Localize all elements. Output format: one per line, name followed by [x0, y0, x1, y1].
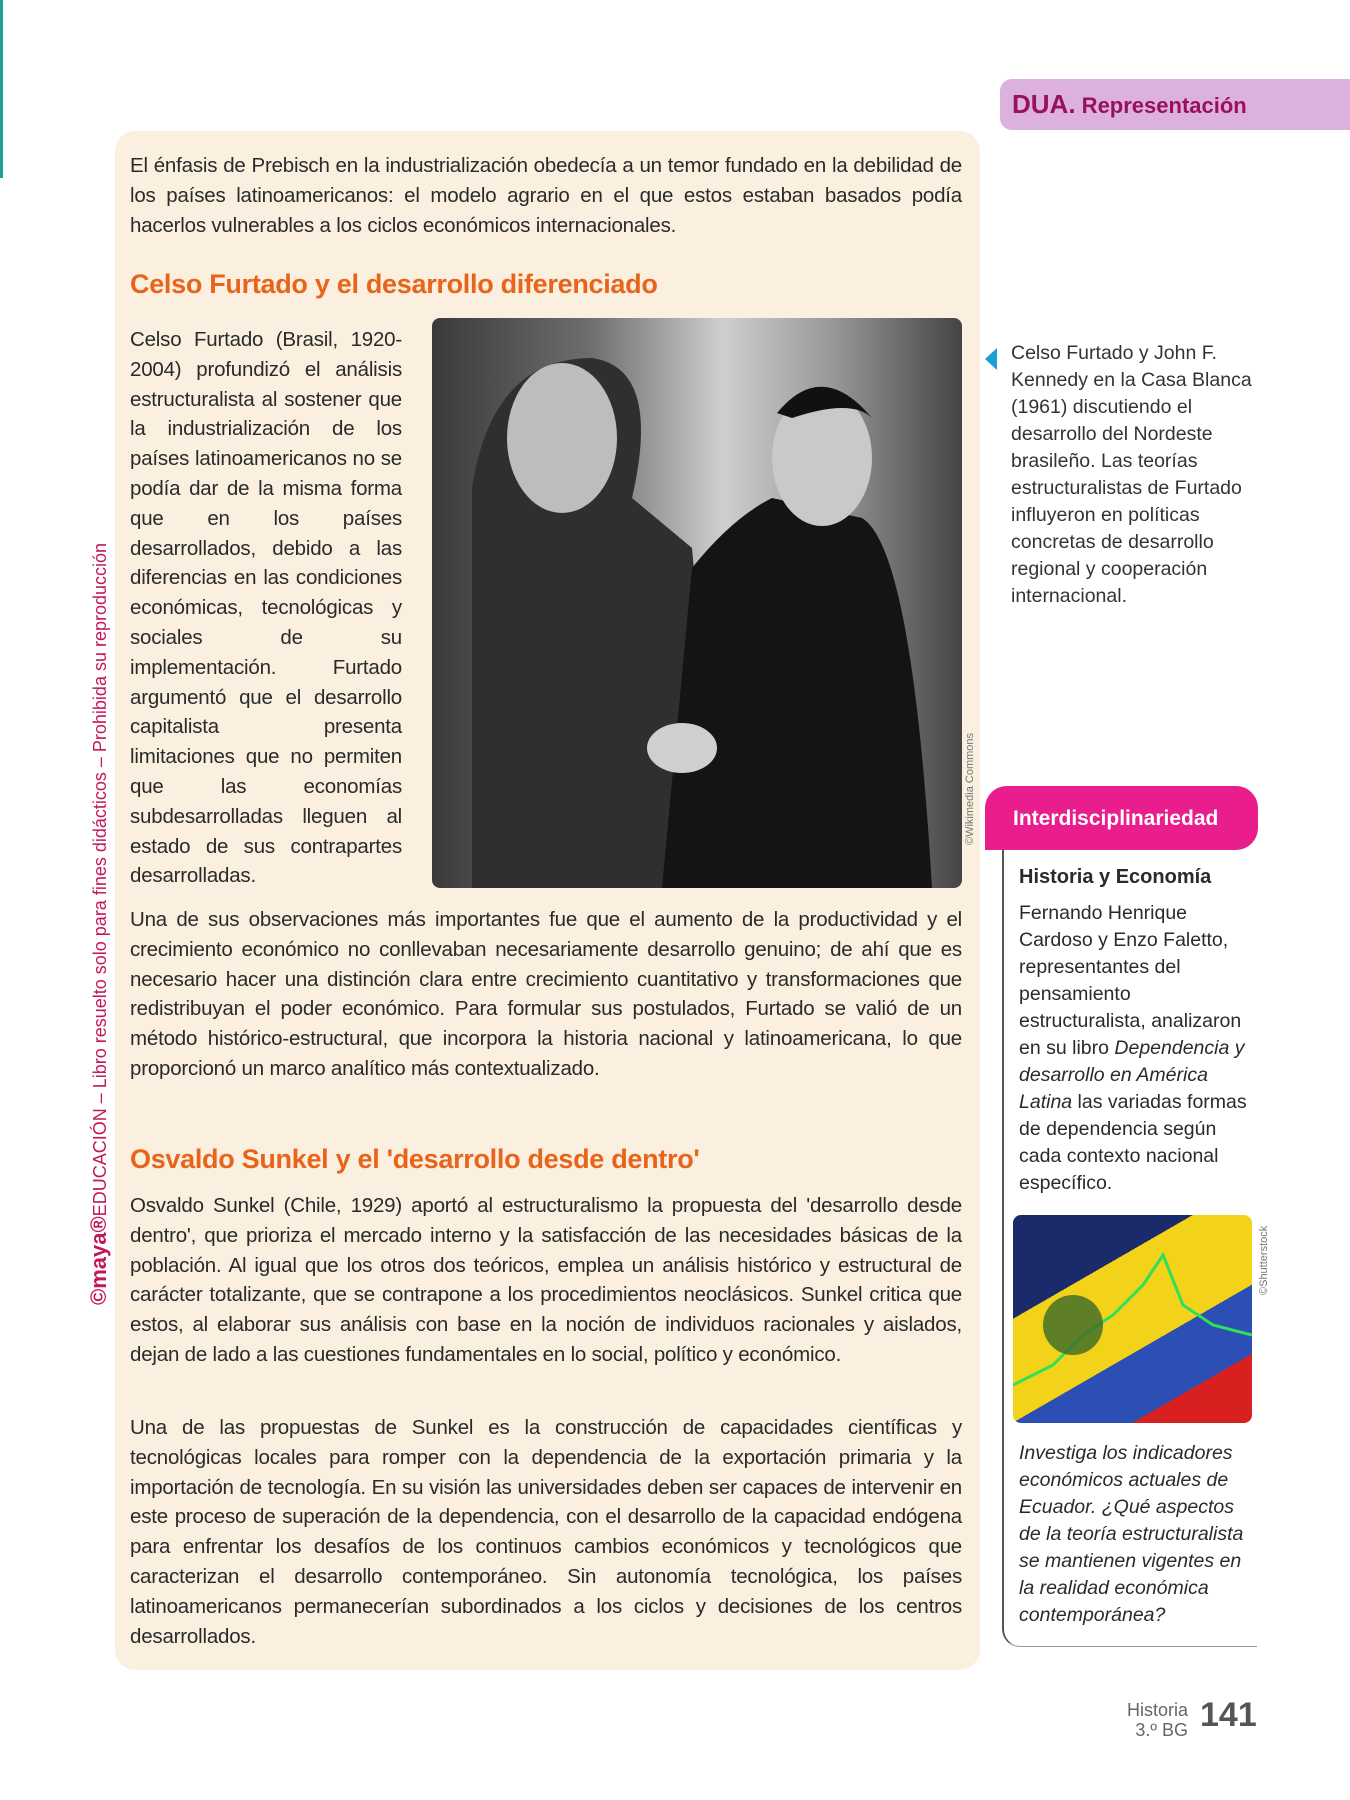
- dua-banner: [1000, 79, 1350, 130]
- page-number: 141: [1200, 1696, 1257, 1734]
- ecuador-economy-image: [1013, 1215, 1252, 1423]
- dua-label: DUA.: [1012, 89, 1076, 119]
- photo-credit: ©Wikimedia Commons: [964, 732, 976, 845]
- stock-chart-graphic: [1013, 1215, 1252, 1423]
- image-credit: ©Shutterstock: [1258, 1225, 1270, 1295]
- photo-figures: [432, 318, 962, 888]
- heading-sunkel: Osvaldo Sunkel y el 'desarrollo desde dentro': [130, 1144, 700, 1174]
- research-question: Investiga los indicadores económicos actuales de Ecuador. ¿Qué aspectos de la teoría estructuralista se mantienen vigentes en la realidad económica contemporánea?: [1019, 1442, 1244, 1626]
- interdisciplinary-text: [1019, 900, 1254, 1197]
- text-part: las variadas formas de dependencia según cada contexto nacional específico.: [1019, 1091, 1247, 1194]
- footer-subject: [1100, 1700, 1188, 1740]
- book-title: Dependencia y desarrollo en América Latina: [1019, 1037, 1245, 1113]
- intro-paragraph: El énfasis de Prebisch en la industrialización obedecía a un temor fundado en la debilidad de los países latinoamericanos: el modelo agrario en el que estos estaban basados podía hacerlos vulnerables a los ciclos económicos internacionales.: [130, 154, 962, 237]
- furtado-kennedy-photo: [432, 318, 962, 888]
- furtado-paragraph-2: Una de sus observaciones más importantes fue que el aumento de la productividad y el crecimiento económico no conllevaban necesariamente desarrollo genuino; de ahí que es necesario hacer una distinción clara entre crecimiento cuantitativo y transformaciones que redistribuyan el poder económico. Para formular sus postulados, Furtado se valió de un método histórico-estructural, que incorpora la historia nacional y latinoamericana, lo que proporcionó un marco analítico más contextualizado.: [130, 908, 962, 1080]
- dua-subtitle: Representación: [1075, 93, 1247, 118]
- sunkel-paragraph-1: Osvaldo Sunkel (Chile, 1929) aportó al estructuralismo la propuesta del 'desarrollo desde dentro', que prioriza el mercado interno y la satisfacción de las necesidades básicas de la población. Al igual que los otros dos teóricos, emplea un análisis histórico y estructural de carácter totalizante, que se contrapone a los procedimientos neoclásicos. Sunkel critica que estos, al elaborar sus análisis con base en la noción de individuos racionales y aislados, dejan de lado a las cuestiones fundamentales en lo social, político y económico.: [130, 1194, 962, 1366]
- brand-logo: ©maya®: [86, 1216, 111, 1305]
- grade-label: 3.º BG: [1135, 1720, 1188, 1740]
- text-part: Fernando Henrique Cardoso y Enzo Faletto, representantes del pensamiento estructuralista, analizaron en su libro: [1019, 902, 1242, 1059]
- copyright-notice: [86, 543, 112, 1305]
- interdisciplinary-title: Historia y Economía: [1019, 866, 1212, 888]
- copyright-text: EDUCACIÓN – Libro resuelto solo para fines didácticos – Prohibida su reproducción: [90, 542, 110, 1217]
- sunkel-paragraph-2: Una de las propuestas de Sunkel es la construcción de capacidades científicas y tecnológicas locales para romper con la dependencia de la exportación primaria y la importación de tecnología. En su visión las universidades deben ser capaces de intervenir en este proceso de superación de la dependencia, con el desarrollo de la capacidad endógena para enfrentar los desafíos de los continuos cambios económicos y tecnológicos que caracterizan el desarrollo contemporáneo. Sin autonomía tecnológica, los países latinoamericanos permanecerían subordinados a los ciclos y decisiones de los centros desarrollados.: [130, 1416, 962, 1648]
- interdisciplinary-tab: Interdisciplinariedad: [985, 786, 1258, 850]
- photo-caption: Celso Furtado y John F. Kennedy en la Casa Blanca (1961) discutiendo el desarrollo del Nordeste brasileño. Las teorías estructuralistas de Furtado influyeron en políticas concretas de desarrollo regional y cooperación internacional.: [1011, 342, 1252, 607]
- heading-furtado: Celso Furtado y el desarrollo diferenciado: [130, 269, 658, 299]
- caption-pointer-icon: [985, 348, 997, 370]
- furtado-paragraph: Celso Furtado (Brasil, 1920-2004) profundizó el análisis estructuralista al sostener que la industrialización de los países latinoamericanos no se podía dar de la misma forma que en los países desarrollados, debido a las diferencias en las condiciones económicas, tecnológicas y sociales de su implementación. Furtado argumentó que el desarrollo capitalista presenta limitaciones que no permiten que las economías subdesarrolladas lleguen al estado de sus contrapartes desarrolladas.: [130, 328, 402, 888]
- subject-label: Historia: [1126, 1700, 1188, 1720]
- page-edge-accent: [0, 0, 3, 178]
